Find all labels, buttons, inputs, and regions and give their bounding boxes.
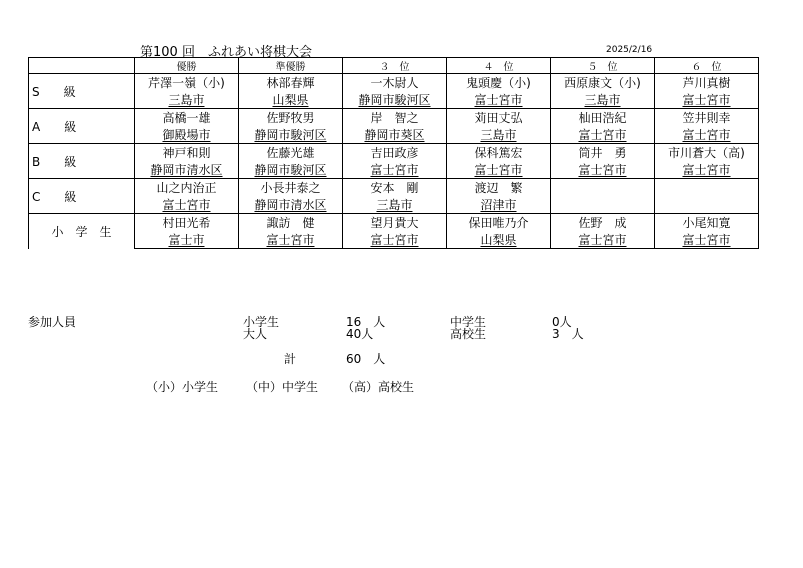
city-cell (239, 91, 343, 109)
table-header-row (29, 58, 759, 74)
player-name: 高橋一雄 (135, 109, 239, 127)
column-header: 準優勝 (239, 58, 343, 74)
city-cell (239, 231, 343, 249)
table-row (29, 214, 759, 232)
player-city: 静岡市駿河区 (358, 93, 431, 107)
player-city: 富士宮市 (682, 93, 731, 107)
player-name (551, 179, 655, 197)
table-row (29, 74, 759, 92)
player-name: 望月貴大 (343, 214, 447, 232)
player-city: 静岡市清水区 (254, 198, 327, 212)
column-header: ３ 位 (343, 58, 447, 74)
player-name: 芹澤一嶺（小) (135, 74, 239, 92)
player-name (655, 179, 759, 197)
player-city: 富士宮市 (578, 163, 627, 177)
player-name: 諏訪 健 (239, 214, 343, 232)
player-city: 御殿場市 (162, 128, 211, 142)
city-cell (551, 196, 655, 214)
player-city: 富士宮市 (162, 198, 211, 212)
player-city: 山梨県 (480, 233, 517, 247)
adult-count: 40人 (346, 327, 374, 341)
legend-high: （高）高校生 (342, 380, 415, 394)
player-city: 静岡市駿河区 (254, 163, 327, 177)
table-row (29, 91, 759, 109)
rank-label: B 級 (29, 144, 135, 179)
city-cell (343, 91, 447, 109)
player-name: 苅田丈弘 (447, 109, 551, 127)
city-cell (343, 196, 447, 214)
city-cell (447, 196, 551, 214)
player-name: 山之内治正 (135, 179, 239, 197)
table-row (29, 109, 759, 127)
player-city: 三島市 (376, 198, 413, 212)
city-cell (447, 161, 551, 179)
player-name: 小長井泰之 (239, 179, 343, 197)
player-name: 渡辺 繁 (447, 179, 551, 197)
player-city: 富士市 (168, 233, 205, 247)
player-city: 富士宮市 (682, 163, 731, 177)
city-cell (655, 161, 759, 179)
table-row (29, 144, 759, 162)
city-cell (135, 231, 239, 249)
player-name: 保田唯乃介 (447, 214, 551, 232)
city-cell (655, 196, 759, 214)
city-cell (551, 231, 655, 249)
table-row (29, 196, 759, 214)
column-header: ６ 位 (655, 58, 759, 74)
player-name: 筒井 勇 (551, 144, 655, 162)
rank-label: 小 学 生 (29, 214, 135, 249)
total-count: 60 人 (346, 352, 386, 366)
player-name: 佐野牧男 (239, 109, 343, 127)
player-name: 神戸和則 (135, 144, 239, 162)
player-name: 村田光希 (135, 214, 239, 232)
player-name: 鬼頭慶（小) (447, 74, 551, 92)
city-cell (135, 196, 239, 214)
player-name: 佐野 成 (551, 214, 655, 232)
player-city: 三島市 (168, 93, 205, 107)
city-cell (655, 91, 759, 109)
participants-label: 参加人員 (28, 315, 77, 329)
total-label: 計 (284, 352, 297, 366)
city-cell (239, 196, 343, 214)
middle-label: 中学生 (450, 315, 487, 329)
player-city: 富士宮市 (578, 233, 627, 247)
player-city: 富士宮市 (578, 128, 627, 142)
player-city: 山梨県 (272, 93, 309, 107)
player-city: 三島市 (480, 128, 517, 142)
table-row (29, 231, 759, 249)
player-name: 杣田浩紀 (551, 109, 655, 127)
player-name: 岸 智之 (343, 109, 447, 127)
player-city: 富士宮市 (266, 233, 315, 247)
rank-label: C 級 (29, 179, 135, 214)
legend-middle: （中）中学生 (246, 380, 319, 394)
city-cell (551, 161, 655, 179)
city-cell (343, 126, 447, 144)
city-cell (447, 126, 551, 144)
city-cell (343, 231, 447, 249)
player-city: 静岡市駿河区 (254, 128, 327, 142)
player-name: 西原康文（小) (551, 74, 655, 92)
column-header (29, 58, 135, 74)
column-header: 優勝 (135, 58, 239, 74)
player-city: 富士宮市 (682, 233, 731, 247)
rank-label: A 級 (29, 109, 135, 144)
player-city: 沼津市 (480, 198, 517, 212)
player-name: 保科篤宏 (447, 144, 551, 162)
city-cell (655, 231, 759, 249)
player-name: 一木尉人 (343, 74, 447, 92)
rank-label: S 級 (29, 74, 135, 109)
elementary-label: 小学生 (243, 315, 280, 329)
legend-elementary: （小）小学生 (146, 380, 219, 394)
player-city: 静岡市葵区 (364, 128, 425, 142)
column-header: ４ 位 (447, 58, 551, 74)
player-city: 三島市 (584, 93, 621, 107)
player-name: 安本 剛 (343, 179, 447, 197)
player-city: 富士宮市 (474, 93, 523, 107)
column-header: ５ 位 (551, 58, 655, 74)
adult-label: 大人 (243, 327, 268, 341)
city-cell (239, 126, 343, 144)
player-name: 吉田政彦 (343, 144, 447, 162)
city-cell (135, 161, 239, 179)
player-city: 静岡市清水区 (150, 163, 223, 177)
table-row (29, 161, 759, 179)
player-name: 小尾知寛 (655, 214, 759, 232)
middle-count: 0人 (552, 315, 572, 329)
city-cell (343, 161, 447, 179)
player-city: 富士宮市 (370, 233, 419, 247)
page-title: 第100 回 ふれあい将棋大会 (140, 45, 312, 60)
player-name: 佐藤光雄 (239, 144, 343, 162)
elementary-count: 16 人 (346, 315, 386, 329)
player-city: 富士宮市 (370, 163, 419, 177)
high-label: 高校生 (450, 327, 487, 341)
city-cell (551, 91, 655, 109)
table-row (29, 179, 759, 197)
player-city: 富士宮市 (474, 163, 523, 177)
player-city: 富士宮市 (682, 128, 731, 142)
event-date: 2025/2/16 (606, 45, 653, 55)
player-name: 芦川真樹 (655, 74, 759, 92)
results-table (28, 57, 759, 249)
table-row (29, 126, 759, 144)
city-cell (655, 126, 759, 144)
city-cell (551, 126, 655, 144)
city-cell (447, 231, 551, 249)
city-cell (447, 91, 551, 109)
player-name: 市川蒼大（高) (655, 144, 759, 162)
player-name: 林部春輝 (239, 74, 343, 92)
city-cell (239, 161, 343, 179)
city-cell (135, 126, 239, 144)
player-name: 笠井則幸 (655, 109, 759, 127)
high-count: 3 人 (552, 327, 584, 341)
city-cell (135, 91, 239, 109)
